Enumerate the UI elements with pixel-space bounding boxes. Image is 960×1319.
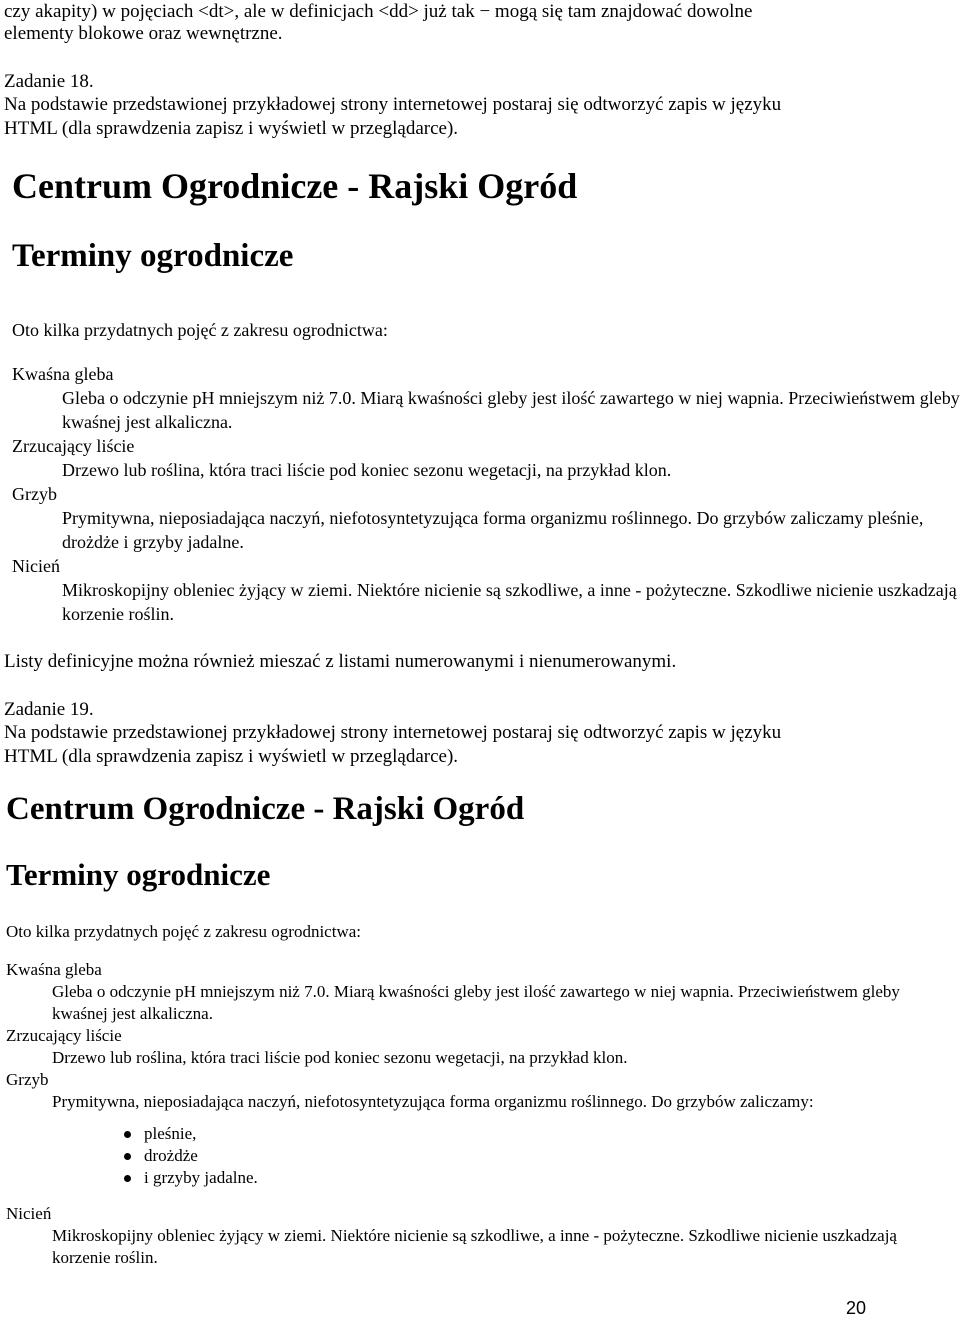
list-item: i grzyby jadalne. bbox=[122, 1167, 926, 1189]
definition-description: Gleba o odczynie pH mniejszym niż 7.0. Miarą kwaśności gleby jest ilość zawartego w niej wapnia. Przeciwieństwem gleby kwaśnej jest alkaliczna. bbox=[52, 982, 900, 1023]
definition-description: Drzewo lub roślina, która traci liście pod koniec sezonu wegetacji, na przykład klon. bbox=[62, 460, 672, 480]
example-page-screenshot bbox=[6, 793, 926, 1269]
section-heading: Terminy ogrodnicze bbox=[6, 857, 271, 892]
definition-description bbox=[52, 1091, 926, 1189]
page-title: Centrum Ogrodnicze - Rajski Ogród bbox=[6, 791, 525, 827]
definition-term: Nicień bbox=[12, 556, 60, 576]
text-line: HTML (dla sprawdzenia zapisz i wyświetl w przeglądarce). bbox=[4, 746, 459, 767]
definition-term: Nicień bbox=[6, 1204, 52, 1223]
text-line: Na podstawie przedstawionej przykładowej strony internetowej postaraj się odtworzyć zapis w języku bbox=[4, 722, 782, 743]
definition-term: Grzyb bbox=[12, 484, 57, 504]
definition-list bbox=[6, 959, 926, 1269]
definition-term: Zrzucający liście bbox=[12, 436, 135, 456]
page-title: Centrum Ogrodnicze - Rajski Ogród bbox=[12, 166, 578, 206]
text-line: czy akapity) w pojęciach <dt>, ale w definicjach <dd> już tak − mogą się tam znajdować dowolne bbox=[4, 1, 753, 22]
definition-term: Grzyb bbox=[6, 1070, 49, 1089]
text-line: elementy blokowe oraz wewnętrzne. bbox=[4, 23, 283, 44]
page-number: 20 bbox=[845, 1298, 866, 1318]
definition-list bbox=[12, 362, 960, 626]
text-line: Na podstawie przedstawionej przykładowej strony internetowej postaraj się odtworzyć zapis w języku bbox=[4, 94, 782, 115]
text-line: HTML (dla sprawdzenia zapisz i wyświetl w przeglądarce). bbox=[4, 118, 459, 139]
intro-text: Oto kilka przydatnych pojęć z zakresu ogrodnictwa: bbox=[12, 320, 388, 340]
list-item: pleśnie, bbox=[122, 1123, 926, 1145]
definition-description: Gleba o odczynie pH mniejszym niż 7.0. Miarą kwaśności gleby jest ilość zawartego w niej wapnia. Przeciwieństwem gleby kwaśnej jest alkaliczna. bbox=[62, 388, 960, 432]
definition-term: Kwaśna gleba bbox=[6, 960, 102, 979]
task-heading: Zadanie 19. bbox=[4, 699, 94, 720]
definition-description: Prymitywna, nieposiadająca naczyń, niefotosyntetyzująca forma organizmu roślinnego. Do grzybów zaliczamy pleśnie, drożdże i grzyby jadalne. bbox=[62, 508, 924, 552]
definition-description: Drzewo lub roślina, która traci liście pod koniec sezonu wegetacji, na przykład klon. bbox=[52, 1048, 628, 1067]
intro-text: Oto kilka przydatnych pojęć z zakresu ogrodnictwa: bbox=[6, 922, 361, 941]
text-line: Listy definicyjne można również mieszać z listami numerowanymi i nienumerowanymi. bbox=[4, 651, 677, 672]
definition-description: Mikroskopijny obleniec żyjący w ziemi. Niektóre nicienie są szkodliwe, a inne - pożyteczne. Szkodliwe nicienie uszkadzają korzenie roślin. bbox=[52, 1226, 897, 1267]
definition-text: Prymitywna, nieposiadająca naczyń, niefotosyntetyzująca forma organizmu roślinnego. Do grzybów zaliczamy: bbox=[52, 1092, 814, 1111]
section-heading: Terminy ogrodnicze bbox=[12, 238, 294, 274]
bullet-list bbox=[122, 1123, 926, 1189]
definition-term: Kwaśna gleba bbox=[12, 364, 114, 384]
example-page-screenshot bbox=[12, 168, 960, 626]
definition-description: Mikroskopijny obleniec żyjący w ziemi. Niektóre nicienie są szkodliwe, a inne - pożyteczne. Szkodliwe nicienie uszkadzają korzenie roślin. bbox=[62, 580, 957, 624]
task-heading: Zadanie 18. bbox=[4, 71, 94, 92]
list-item: drożdże bbox=[122, 1145, 926, 1167]
definition-term: Zrzucający liście bbox=[6, 1026, 122, 1045]
